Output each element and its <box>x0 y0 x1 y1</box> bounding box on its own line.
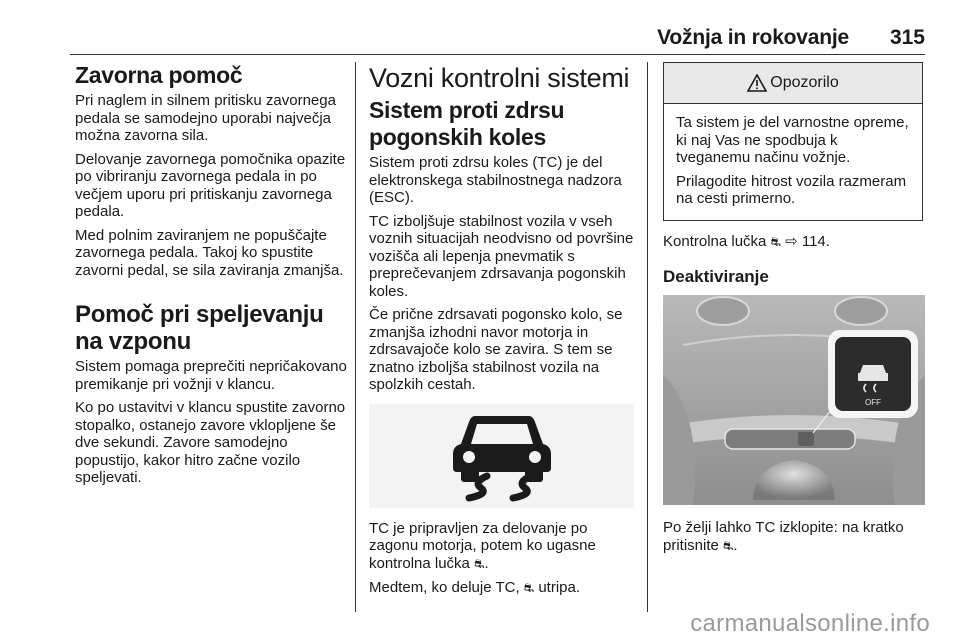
paragraph: Po želji lahko TC izklopite: na kratko pritisnite ⛐. <box>663 519 904 554</box>
paragraph: Pri naglem in silnem pritisku zavornega pedala se samodejno uporabi največja možna zavorna sila. <box>75 92 336 144</box>
traction-control-heading: Sistem proti zdrsu pogonskih koles <box>369 97 565 150</box>
deactivation-heading: Deaktiviranje <box>663 267 769 286</box>
paragraph: TC je pripravljen za delovanje po zagonu motorja, potem ko ugasne kontrolna lučka ⛐. <box>369 519 596 572</box>
hill-start-heading: Pomoč pri speljevanju na vzponu <box>75 301 324 355</box>
warning-box <box>663 62 923 221</box>
column-divider <box>647 62 648 612</box>
paragraph: Če prične zdrsavati pogonsko kolo, se zmanjša izhodni navor motorja in zdrsavajoče kolo se zavira. S tem se znatno izboljša stabilnost vozila na spolzkih cestah. <box>369 306 623 393</box>
watermark: carmanualsonline.info <box>690 610 930 637</box>
svg-text:OFF: OFF <box>865 398 881 407</box>
paragraph: Delovanje zavornega pomočnika opazite po vibriranju zavornega pedala in po večjem uporu pri pritiskanju zavornega pedala. <box>75 150 346 220</box>
warning-title: Opozorilo <box>770 74 839 91</box>
traction-control-lamp-icon: ⛐ <box>523 581 535 595</box>
traction-control-figure <box>369 404 634 508</box>
traction-control-lamp-icon: ⛐ <box>723 538 734 553</box>
column-left <box>75 62 347 493</box>
paragraph: Sistem pomaga preprečiti nepričakovano premikanje pri vožnji v klancu. <box>75 358 347 393</box>
warning-text: Prilagodite hitrost vozila razmeram na cesti primerno. <box>676 172 907 207</box>
paragraph: Med polnim zaviranjem ne popuščajte zavornega pedala. Takoj ko spustite zavorni pedal, se sila zaviranja zmanjša. <box>75 226 344 279</box>
paragraph: Medtem, ko deluje TC, ⛐ utripa. <box>369 579 581 596</box>
page-reference[interactable]: 114. <box>801 232 830 250</box>
paragraph: Ko po ustavitvi v klancu spustite zavorno stopalko, ostanejo zavore vklopljene še dve sekundi. Zavore samodejno popustijo, kakor hitro začne vozilo speljevati. <box>75 399 346 486</box>
column-divider <box>355 62 356 612</box>
column-middle <box>369 62 634 604</box>
column-right <box>663 62 925 561</box>
traction-control-icon <box>447 410 557 502</box>
brake-assist-heading: Zavorna pomoč <box>75 62 243 88</box>
page-reference-icon: ⇨ <box>785 232 798 250</box>
console-photo <box>663 295 925 505</box>
page-number: 315 <box>889 26 925 49</box>
driving-control-systems-heading: Vozni kontrolni sistemi <box>369 63 630 93</box>
traction-control-lamp-icon: ⛐ <box>474 556 485 571</box>
page-title: Vožnja in rokovanje <box>657 26 849 49</box>
warning-text: Ta sistem je del varnostne opreme, ki naj Vas ne spodbuja k tveganemu načinu vožnje. <box>676 114 909 166</box>
paragraph: Sistem proti zdrsu koles (TC) je del elektronskega stabilnostnega nadzora (ESC). <box>369 154 622 206</box>
header-rule <box>70 54 925 55</box>
warning-header <box>664 63 922 104</box>
paragraph: TC izboljšuje stabilnost vozila v vseh voznih situacijah neodvisno od površine vozišča ali lepenja pnevmatik s preprečevanjem zdrsavanja pogonskih koles. <box>369 212 634 300</box>
control-lamp-reference: Kontrolna lučka ⛐ ⇨ 114. <box>663 232 830 250</box>
page-header <box>70 24 925 54</box>
warning-triangle-icon <box>747 74 767 92</box>
traction-control-lamp-icon: ⛐ <box>770 234 781 249</box>
